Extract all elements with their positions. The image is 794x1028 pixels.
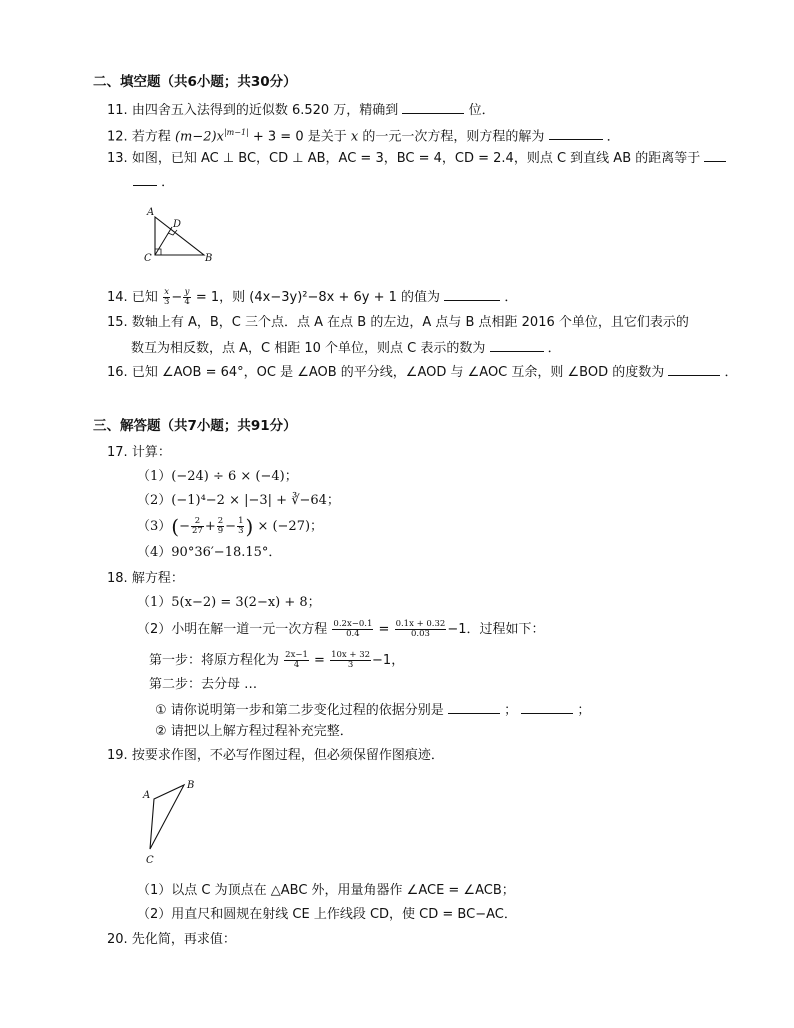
question-text: 若方程: [131, 129, 171, 145]
answer-blank: [133, 172, 157, 186]
expression-tail: × (−27)；: [257, 519, 324, 534]
right-paren: ): [245, 514, 254, 539]
question-15: [107, 314, 689, 332]
equals-sign: =: [314, 653, 325, 668]
question-number: 11.: [107, 103, 128, 118]
q18-part-2: [137, 620, 545, 639]
answer-blank: [704, 148, 726, 162]
label-a: A: [147, 207, 155, 218]
question-text: 的一元一次方程，则方程的解为: [362, 129, 545, 145]
question-text: 先化简，再求值：: [131, 932, 236, 947]
question-text: 由四舍五入法得到的近似数 6.520 万，精确到: [131, 103, 399, 118]
answer-blank: [444, 287, 500, 301]
section-2-title: 二、填空题（共6小题；共30分）: [93, 74, 297, 90]
fraction-step1-rhs: $\frac{10x + 32}{3}$: [331, 650, 371, 670]
question-11: [107, 100, 495, 120]
question-text: 已知: [131, 290, 158, 305]
question-13-continued: [133, 172, 174, 192]
question-text-end: ．: [547, 341, 561, 356]
label-d: D: [173, 219, 182, 230]
math-expression: (m−2)x: [174, 129, 224, 145]
q17-part-3: [137, 514, 324, 539]
question-text-end: ．: [504, 290, 518, 305]
question-text: （2）小明在解一道一元一次方程: [137, 622, 328, 637]
fraction-1-3: $\frac{1}{3}$: [238, 516, 244, 536]
minus-sign: −: [179, 519, 190, 534]
fraction-lhs: $\frac{0.2x-0.1}{0.4}$: [333, 619, 373, 639]
question-number: 19.: [107, 748, 128, 763]
question-13: [107, 148, 726, 168]
question-number: 12.: [107, 129, 128, 145]
answer-blank: [521, 700, 573, 714]
question-number: 17.: [107, 445, 128, 460]
math-exponent: |m−1|: [223, 128, 249, 137]
q19-part-1: （1）以点 C 为顶点在 △ABC 外，用量角器作 ∠ACE = ∠ACB；: [137, 883, 515, 898]
question-text-end: ．: [724, 365, 738, 380]
question-number: 15.: [107, 315, 128, 330]
question-17: [107, 444, 171, 462]
answer-blank: [668, 362, 720, 376]
equals-sign: =: [378, 622, 390, 637]
fraction-rhs: $\frac{0.1x + 0.32}{0.03}$: [395, 619, 446, 639]
altitude-cd: [155, 227, 172, 255]
question-text-end: 位．: [468, 103, 495, 118]
q18-step-1: [149, 651, 404, 670]
plus-sign: +: [204, 519, 216, 534]
question-18: [107, 570, 184, 588]
label-b: B: [205, 253, 213, 264]
question-12: [107, 124, 620, 146]
question-text: 数互为相反数，点 A，C 相距 10 个单位，则点 C 表示的数为: [131, 341, 486, 356]
label-b: B: [187, 780, 195, 791]
label-c: C: [146, 855, 154, 866]
step-text: −1，: [372, 653, 405, 668]
minus-sign: −: [171, 290, 183, 305]
question-text: −1．过程如下：: [447, 622, 545, 637]
q17-part-4: （4）90°36′−18.15°．: [137, 545, 282, 560]
label-a: A: [143, 790, 151, 801]
question-15-continued: [131, 338, 561, 358]
question-text: = 1，则 (4x−3y)²−8x + 6y + 1 的值为: [195, 290, 441, 305]
math-variable: x: [350, 129, 359, 145]
question-number: 20.: [107, 932, 128, 947]
question-number: 16.: [107, 365, 128, 380]
fraction-2-27: $\frac{2}{27}$: [192, 516, 203, 536]
q17-part-2: （2）(−1)⁴−2 × |−3| + ∛−64；: [137, 493, 340, 508]
answer-blank: [448, 700, 500, 714]
step-text: 第一步：将原方程化为: [149, 653, 280, 668]
question-text: 数轴上有 A，B，C 三个点．点 A 在点 B 的左边，A 点与 B 点相距 2016 个单位，且它们表示的: [131, 315, 689, 330]
q18-part-1: （1）5(x−2) = 3(2−x) + 8；: [137, 595, 321, 610]
q18-step-2: 第二步：去分母 …: [149, 677, 258, 692]
label-c: C: [144, 253, 152, 264]
fraction-step1-lhs: $\frac{2x-1}{4}$: [285, 650, 308, 670]
question-text: 已知 ∠AOB = 64°，OC 是 ∠AOB 的平分线，∠AOD 与 ∠AOC 互余，则 ∠BOD 的度数为: [131, 365, 665, 380]
q19-part-2: （2）用直尺和圆规在射线 CE 上作线段 CD，使 CD = BC−AC．: [137, 907, 517, 922]
answer-blank: [549, 126, 603, 140]
question-14: [107, 287, 517, 307]
question-20: [107, 931, 236, 949]
question-text: 计算：: [131, 445, 171, 460]
q18-sub-question-1: [155, 700, 590, 720]
question-text: ① 请你说明第一步和第二步变化过程的依据分别是: [155, 703, 444, 718]
question-text: 按要求作图，不必写作图过程，但必须保留作图痕迹．: [131, 748, 444, 763]
part-label: （3）: [137, 519, 172, 534]
question-19: [107, 747, 444, 765]
question-16: [107, 362, 738, 382]
question-text: 解方程：: [131, 571, 184, 586]
question-text-end: ；: [577, 703, 591, 718]
left-paren: (: [171, 514, 180, 539]
q13-triangle-figure: [140, 203, 220, 265]
q18-sub-question-2: ② 请把以上解方程过程补充完整．: [155, 724, 353, 739]
question-text: + 3 = 0 是关于: [252, 129, 347, 145]
fraction-x-3: $\frac{x}{3}$: [163, 287, 170, 307]
q17-part-1: （1）(−24) ÷ 6 × (−4)；: [137, 469, 298, 484]
q19-triangle-figure: [140, 777, 210, 867]
question-number: 13.: [107, 151, 128, 166]
question-number: 14.: [107, 290, 128, 305]
question-text-end: ．: [161, 175, 175, 190]
triangle-abc: [150, 785, 184, 849]
section-3-title: 三、解答题（共7小题；共91分）: [93, 418, 297, 434]
question-text: 如图，已知 AC ⊥ BC，CD ⊥ AB，AC = 3，BC = 4，CD = 2.4，则点 C 到直线 AB 的距离等于: [131, 151, 701, 166]
fraction-y-4: $\frac{y}{4}$: [184, 287, 190, 307]
answer-blank: [402, 100, 464, 114]
fraction-2-9: $\frac{2}{9}$: [217, 516, 224, 536]
answer-blank: [490, 338, 544, 352]
separator: ；: [504, 703, 518, 718]
question-text-end: ．: [606, 129, 620, 145]
question-number: 18.: [107, 571, 128, 586]
minus-sign: −: [225, 519, 237, 534]
